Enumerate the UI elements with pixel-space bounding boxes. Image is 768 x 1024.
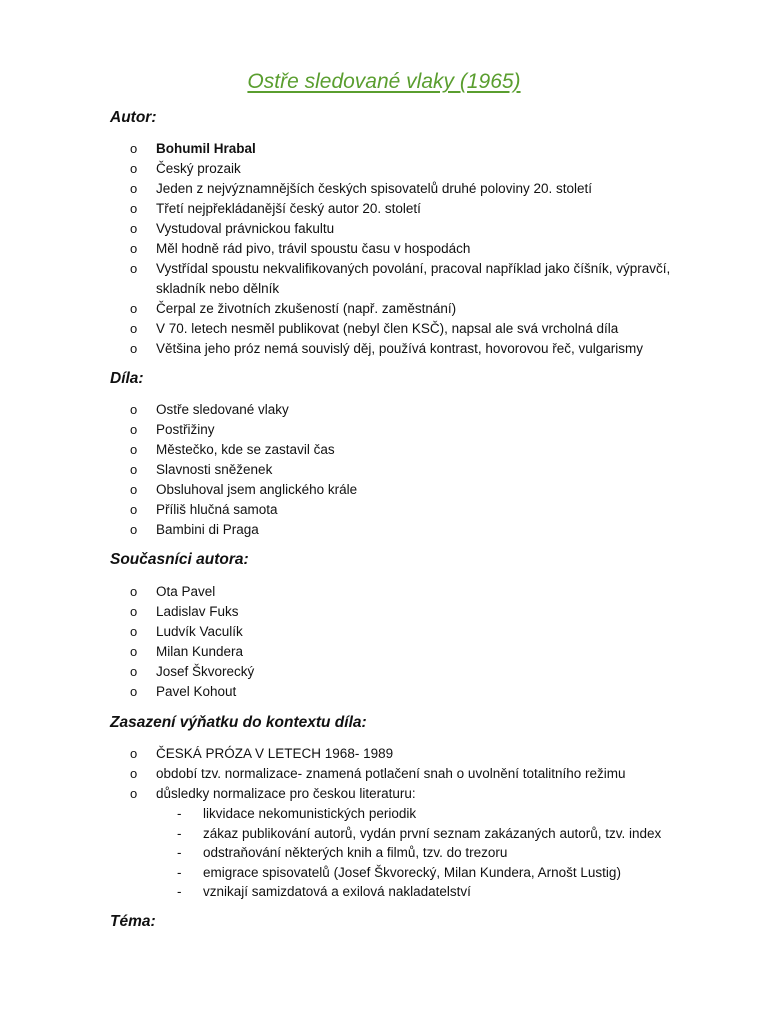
- list-item: o Ota Pavel: [130, 582, 710, 602]
- dash-icon: -: [177, 864, 182, 880]
- list-item: o Ostře sledované vlaky: [130, 400, 710, 420]
- bullet-icon: o: [130, 502, 138, 517]
- bullet-icon: o: [130, 584, 138, 599]
- list-item: o Milan Kundera: [130, 642, 710, 662]
- sublist-item: - odstraňování některých knih a filmů, tzv. do trezoru: [177, 843, 697, 863]
- bullet-icon: o: [130, 301, 138, 316]
- list-item: o Většina jeho próz nemá souvislý děj, používá kontrast, hovorovou řeč, vulgarismy: [130, 339, 710, 359]
- list-autor: [130, 139, 710, 359]
- list-zasazeni: [130, 744, 710, 804]
- dash-icon: -: [177, 845, 182, 861]
- list-item: o V 70. letech nesměl publikovat (nebyl člen KSČ), napsal ale svá vrcholná díla: [130, 319, 710, 339]
- bullet-icon: o: [130, 746, 138, 761]
- list-item: o Ladislav Fuks: [130, 602, 710, 622]
- list-item: o Bohumil Hrabal: [130, 139, 710, 159]
- list-item: o Josef Škvorecký: [130, 662, 710, 682]
- bullet-icon: o: [130, 181, 138, 196]
- heading-soucasnici: Současníci autora:: [110, 551, 249, 568]
- sublist-item: - zákaz publikování autorů, vydán první seznam zakázaných autorů, tzv. index: [177, 824, 697, 844]
- sublist-item: - vznikají samizdatová a exilová nakladatelství: [177, 882, 697, 902]
- bullet-icon: o: [130, 462, 138, 477]
- dash-icon: -: [177, 825, 182, 841]
- heading-dila: Díla:: [110, 370, 144, 387]
- bullet-icon: o: [130, 766, 138, 781]
- list-item: o Obsluhoval jsem anglického krále: [130, 480, 710, 500]
- list-item: o Ludvík Vaculík: [130, 622, 710, 642]
- list-item: o Třetí nejpřekládanější český autor 20. století: [130, 199, 710, 219]
- dash-icon: -: [177, 884, 182, 900]
- bullet-icon: o: [130, 161, 138, 176]
- list-item: o Čerpal ze životních zkušeností (např. zaměstnání): [130, 299, 710, 319]
- bullet-icon: o: [130, 664, 138, 679]
- list-item: o období tzv. normalizace- znamená potlačení snah o uvolnění totalitního režimu: [130, 764, 710, 784]
- list-item: o Městečko, kde se zastavil čas: [130, 440, 710, 460]
- bullet-icon: o: [130, 522, 138, 537]
- list-item: o Bambini di Praga: [130, 520, 710, 540]
- bullet-icon: o: [130, 482, 138, 497]
- list-item: o Český prozaik: [130, 159, 710, 179]
- bullet-icon: o: [130, 786, 138, 801]
- list-item: o Postřižiny: [130, 420, 710, 440]
- list-item: o Jeden z nejvýznamnějších českých spisovatelů druhé poloviny 20. století: [130, 179, 710, 199]
- list-item: o Pavel Kohout: [130, 682, 710, 702]
- bullet-icon: o: [130, 442, 138, 457]
- bullet-icon: o: [130, 422, 138, 437]
- dash-icon: -: [177, 806, 182, 821]
- list-item: o Slavnosti sněženek: [130, 460, 710, 480]
- document-title: Ostře sledované vlaky (1965): [247, 70, 521, 93]
- bullet-icon: o: [130, 221, 138, 236]
- heading-autor: Autor:: [110, 109, 157, 126]
- list-item: o důsledky normalizace pro českou literaturu:: [130, 784, 710, 804]
- sublist-zasazeni: [177, 804, 697, 902]
- heading-tema: Téma:: [110, 913, 156, 930]
- bullet-icon: o: [130, 402, 138, 417]
- heading-zasazeni: Zasazení výňatku do kontextu díla:: [110, 714, 367, 731]
- bullet-icon: o: [130, 141, 138, 156]
- list-item: o Měl hodně rád pivo, trávil spoustu času v hospodách: [130, 239, 710, 259]
- bullet-icon: o: [130, 624, 138, 639]
- bullet-icon: o: [130, 261, 138, 276]
- bullet-icon: o: [130, 644, 138, 659]
- list-dila: [130, 400, 710, 540]
- bullet-icon: o: [130, 241, 138, 256]
- list-item: o Příliš hlučná samota: [130, 500, 710, 520]
- list-item: o Vystřídal spoustu nekvalifikovaných povolání, pracoval například jako číšník, výpravčí, skladník nebo dělník: [130, 261, 671, 296]
- sublist-item: - emigrace spisovatelů (Josef Škvorecký, Milan Kundera, Arnošt Lustig): [177, 863, 697, 883]
- bullet-icon: o: [130, 604, 138, 619]
- bullet-icon: o: [130, 341, 138, 356]
- bullet-icon: o: [130, 684, 138, 699]
- bullet-icon: o: [130, 321, 138, 336]
- sublist-item: - likvidace nekomunistických periodik: [177, 804, 697, 824]
- list-item: o Vystudoval právnickou fakultu: [130, 219, 710, 239]
- bullet-icon: o: [130, 201, 138, 216]
- list-item: o ČESKÁ PRÓZA V LETECH 1968- 1989: [130, 744, 710, 764]
- list-soucasnici: [130, 582, 710, 702]
